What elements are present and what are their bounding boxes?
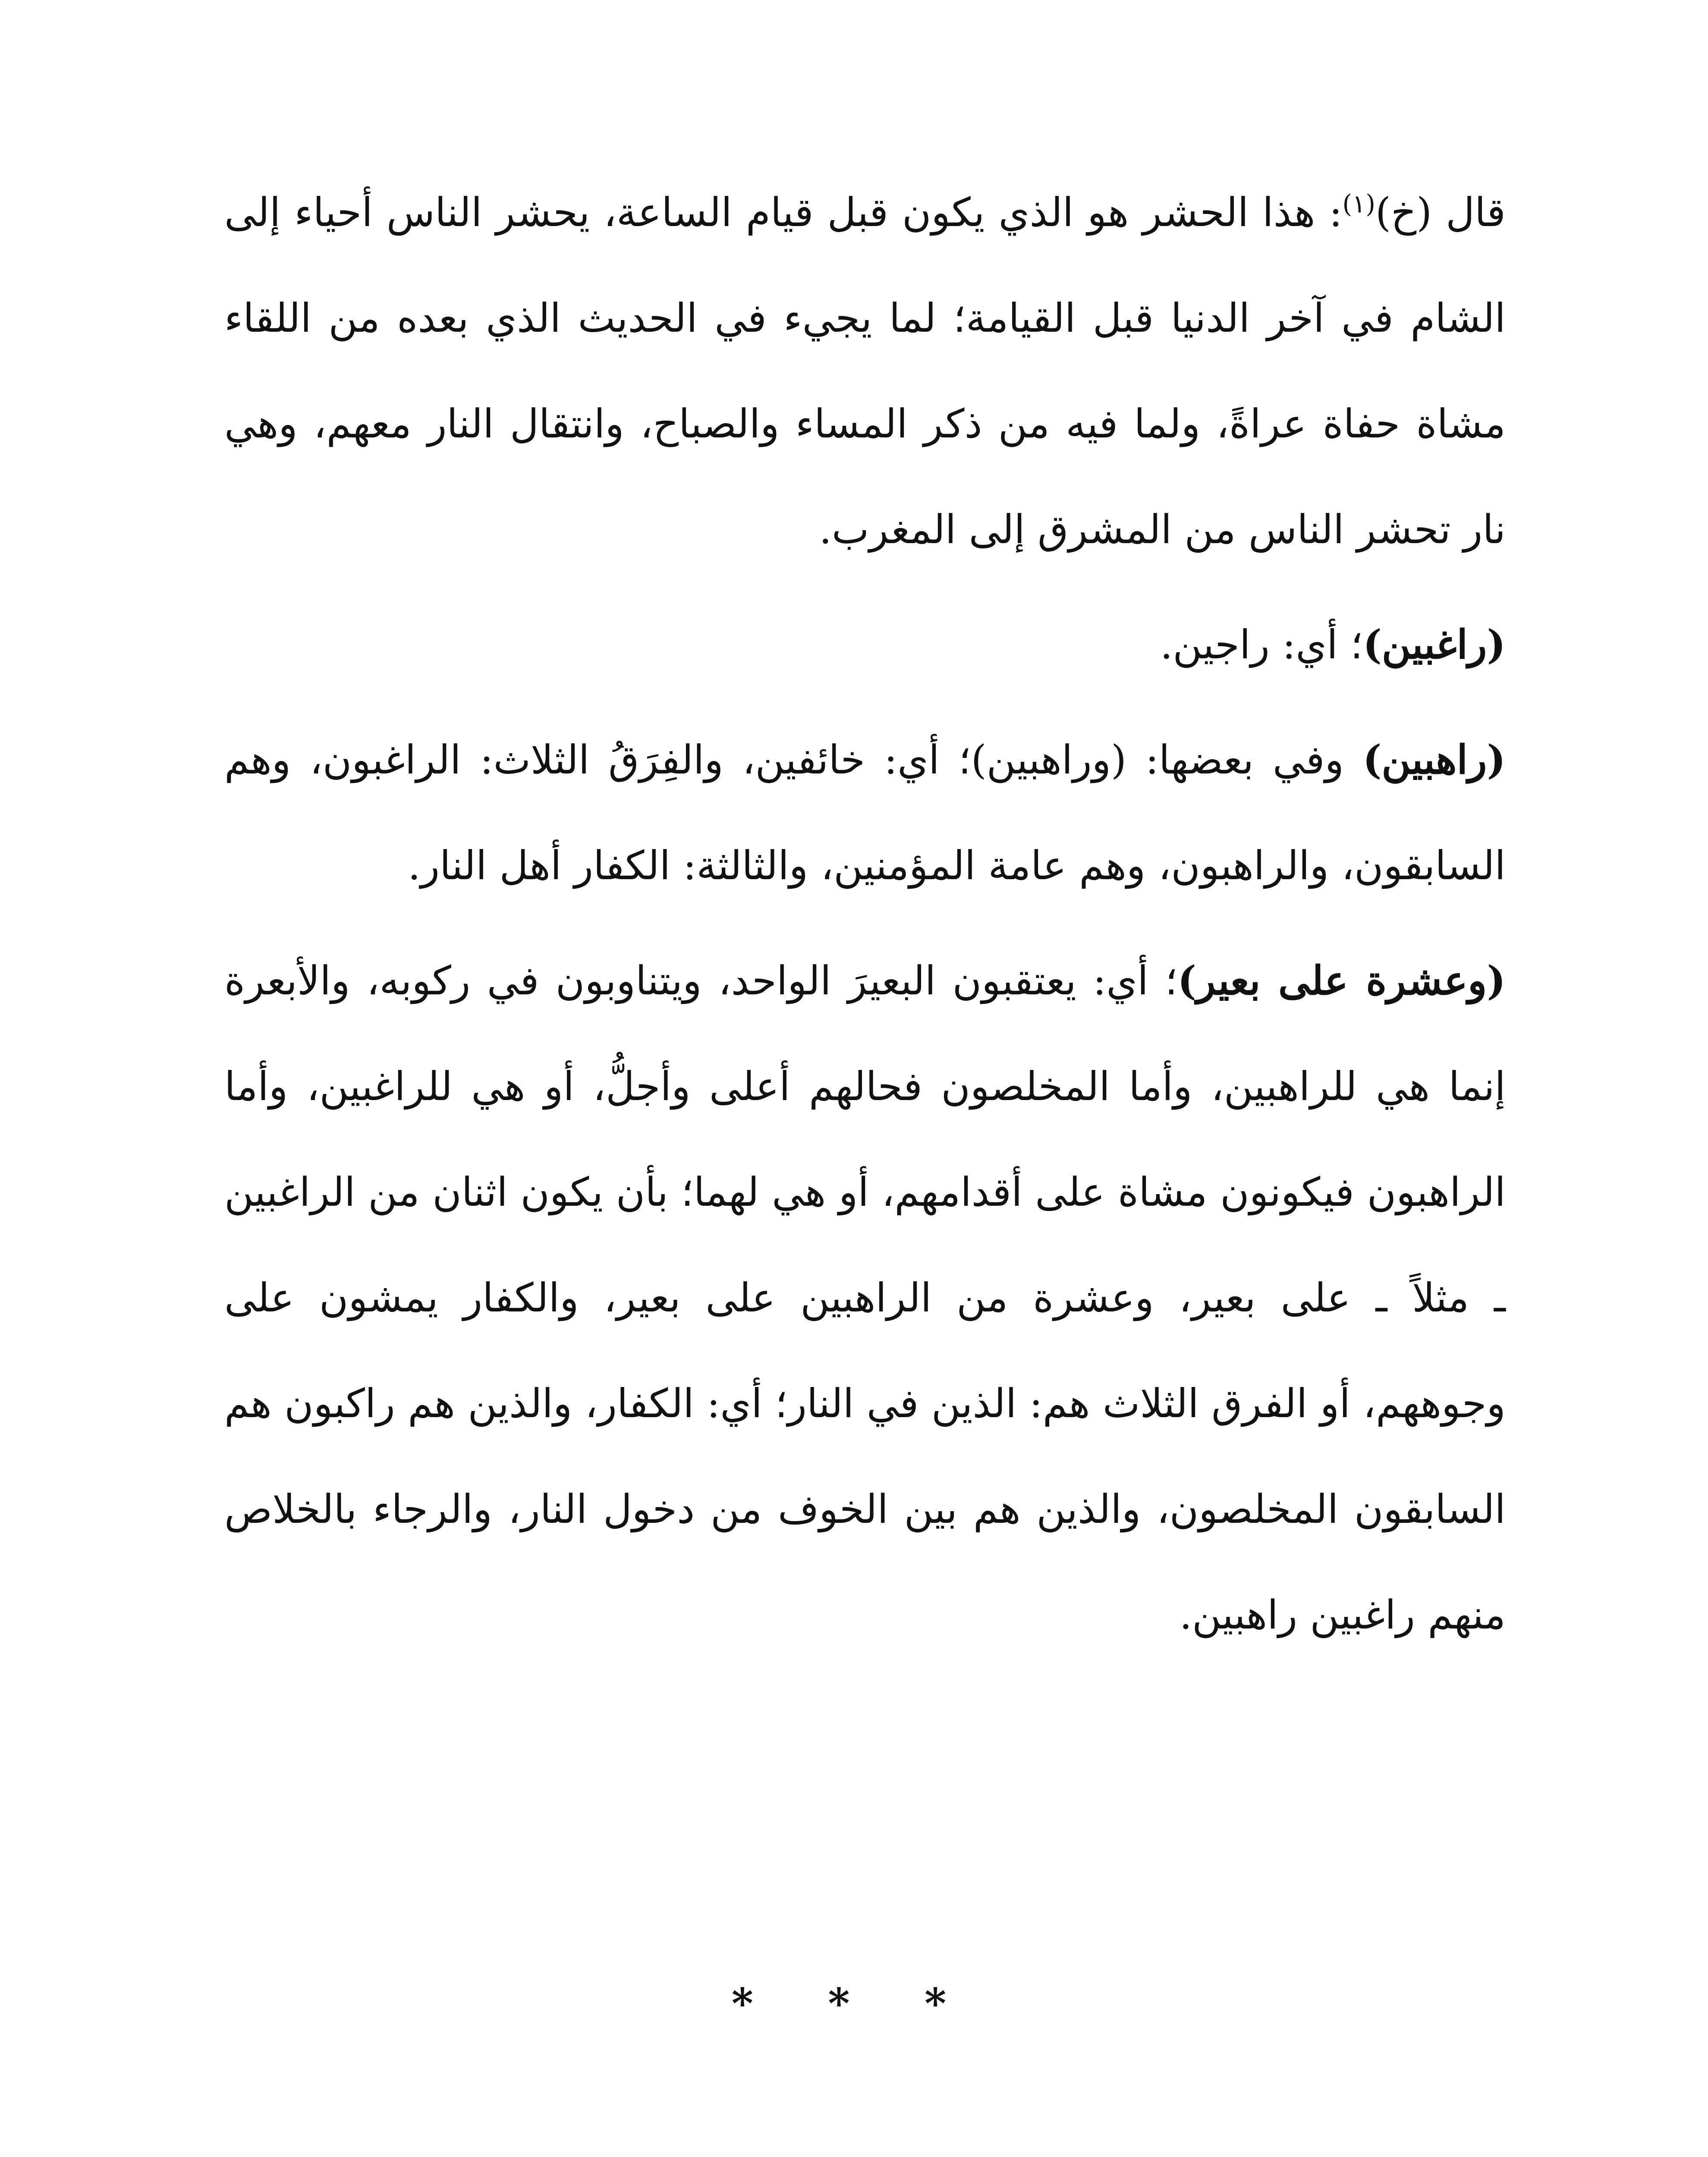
paragraph-2-term: (راغبين) [1363,621,1506,668]
paragraph-1-text: : هذا الحشر هو الذي يكون قبل قيام الساعة، يحشر الناس أحياء إلى الشام في آخر الدنيا قبل القيامة؛ لما يجيء في الحديث الذي بعده من اللقاء مشاة حفاة عراةً، ولما فيه من ذكر المساء والصباح، وانتقال النار معهم، وهي نار تحشر الناس من المشرق إلى المغرب. [224,189,1506,553]
paragraph-2 [224,592,1506,698]
footnote-reference: (١) [1342,189,1375,219]
body-text [224,160,1506,1668]
paragraph-2-text: ؛ أي: راجين. [1160,622,1363,668]
paragraph-3-text: وفي بعضها: (وراهبين)؛ أي: خائفين، والفِرَقُ الثلاث: الراغبون، وهم السابقون، والراهبون، وهم عامة المؤمنين، والثالثة: الكفار أهل النار. [224,737,1506,889]
paragraph-3-term: (راهبين) [1362,736,1506,783]
paragraph-4-term: (وعشرة على بعير) [1177,957,1506,1004]
section-separator: * * * [731,1979,977,2028]
paragraph-4-text: ؛ أي: يعتقبون البعيرَ الواحد، ويتناوبون في ركوبه، والأبعرة إنما هي للراهبين، وأما المخلصون فحالهم أعلى وأجلُّ، أو هي للراغبين، وأما الراهبون فيكونون مشاة على أقدامهم، أو هي لهما؛ بأن يكون اثنان من الراغبين ـ مثلاً ـ على بعير، وعشرة من الراهبين على بعير، والكفار يمشون على وجوههم، أو الفرق الثلاث هم: الذين في النار؛ أي: الكفار، والذين هم راكبون هم السابقون المخلصون، والذين هم بين الخوف من دخول النار، والرجاء بالخلاص منهم راغبين راهبين. [224,958,1506,1638]
paragraph-1 [224,160,1506,582]
paragraph-3 [224,707,1506,918]
paragraph-1-lead: قال (خ) [1375,189,1506,236]
paragraph-4 [224,928,1506,1668]
